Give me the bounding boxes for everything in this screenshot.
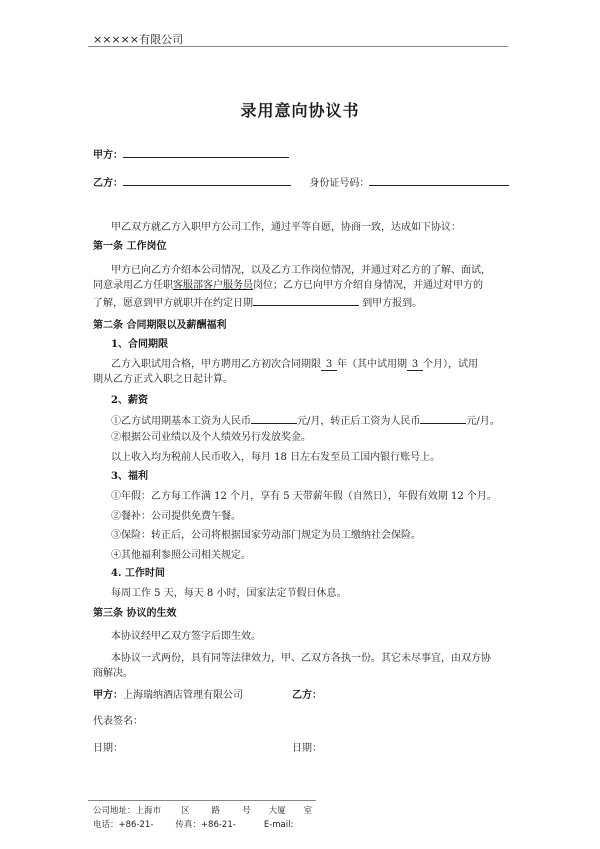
article1-line1: 甲方已向乙方介绍本公司情况，以及乙方工作岗位情况，并通过对乙方的了解、面试， — [111, 265, 491, 276]
footer-address: 公司地址：上海市 区 路 号 大厦 室 — [93, 806, 313, 816]
article3-p1: 本协议经甲乙双方签字后即生效。 — [111, 631, 261, 642]
article1-line2: 同意录用乙方任职客服部客户服务员岗位；乙方已向甲方介绍自身情况，并通过对甲方的 — [93, 280, 483, 291]
party-b-field[interactable] — [123, 174, 291, 186]
article1-title: 第一条 工作岗位 — [93, 241, 167, 252]
party-a-label: 甲方： — [93, 150, 123, 161]
salary-title: 2、薪资 — [111, 395, 148, 406]
benefits-title: 3、福利 — [111, 471, 148, 482]
salary-note: 以上收入均为税前人民币收入，每月 18 日左右发至员工国内银行账号上。 — [111, 452, 441, 463]
party-a-row — [93, 146, 289, 163]
footer-divider — [88, 800, 316, 801]
work-hours-title: 4. 工作时间 — [111, 568, 165, 579]
article3-p2-line2: 商解决。 — [93, 668, 133, 679]
signature-date-a: 日期： — [93, 743, 123, 754]
article1-line3: 了解，愿意到甲方就职并在约定日期 到甲方报到。 — [93, 294, 422, 311]
probation-months-value: 3 — [407, 359, 423, 371]
salary-item1: ①乙方试用期基本工资为人民币 元/月，转正后工资为人民币 元/月。 — [111, 412, 500, 429]
benefits-item3: ③保险：转正后，公司将根据国家劳动部门规定为员工缴纳社会保险。 — [111, 530, 421, 541]
benefits-item4: ④其他福利参照公司相关规定。 — [111, 550, 251, 561]
party-b-label: 乙方： — [93, 178, 123, 189]
signature-party-a-label: 甲方： — [93, 690, 123, 701]
contract-term-line1: 乙方入职试用合格，甲方聘用乙方初次合同期限 3 年（其中试用期 3 个月），试用 — [111, 359, 478, 370]
benefits-item1: ①年假：乙方每工作满 12 个月，享有 5 天带薪年假（自然日），年假有效期 12 个月。 — [111, 491, 497, 502]
signature-party-a-name: 上海瑞纳酒店管理有限公司 — [123, 690, 243, 701]
signature-date-b: 日期： — [292, 743, 322, 754]
party-a-field[interactable] — [123, 146, 289, 158]
id-number-label: 身份证号码： — [309, 178, 370, 189]
intro-text: 甲乙双方就乙方入职甲方公司工作，通过平等自愿，协商一致，达成如下协议： — [111, 222, 461, 233]
signature-party-a — [93, 689, 243, 703]
article2-title: 第二条 合同期限以及薪酬福利 — [93, 320, 227, 331]
party-b-row — [93, 174, 509, 191]
report-date-field[interactable] — [253, 294, 359, 306]
id-number-field[interactable] — [369, 174, 509, 186]
regular-salary-field[interactable] — [420, 412, 466, 424]
contract-years-value: 3 — [321, 359, 337, 371]
header-divider — [88, 46, 508, 47]
salary-item2: ②根据公司业绩以及个人绩效另行发放奖金。 — [111, 432, 311, 443]
footer-contact: 电话：+86-21- 传真：+86-21- E-mail: — [93, 820, 294, 830]
contract-term-line2: 期从乙方正式入职之日起计算。 — [93, 374, 233, 385]
work-hours-text: 每周工作 5 天，每天 8 小时，国家法定节假日休息。 — [111, 588, 347, 599]
probation-salary-field[interactable] — [251, 412, 297, 424]
article3-p2-line1: 本协议一式两份，具有同等法律效力，甲、乙双方各执一份。其它未尽事宜，由双方协 — [111, 653, 491, 664]
benefits-item2: ②餐补：公司提供免费午餐。 — [111, 511, 241, 522]
signature-party-b-label: 乙方： — [292, 690, 322, 701]
contract-term-title: 1、合同期限 — [111, 339, 168, 350]
document-title: 录用意向协议书 — [240, 101, 360, 120]
article3-title: 第三条 协议的生效 — [93, 608, 177, 619]
company-header: ×××××有限公司 — [93, 33, 184, 46]
position-value: 客服部客户服务员 — [173, 280, 253, 291]
representative-signature-label: 代表签名： — [93, 716, 143, 727]
